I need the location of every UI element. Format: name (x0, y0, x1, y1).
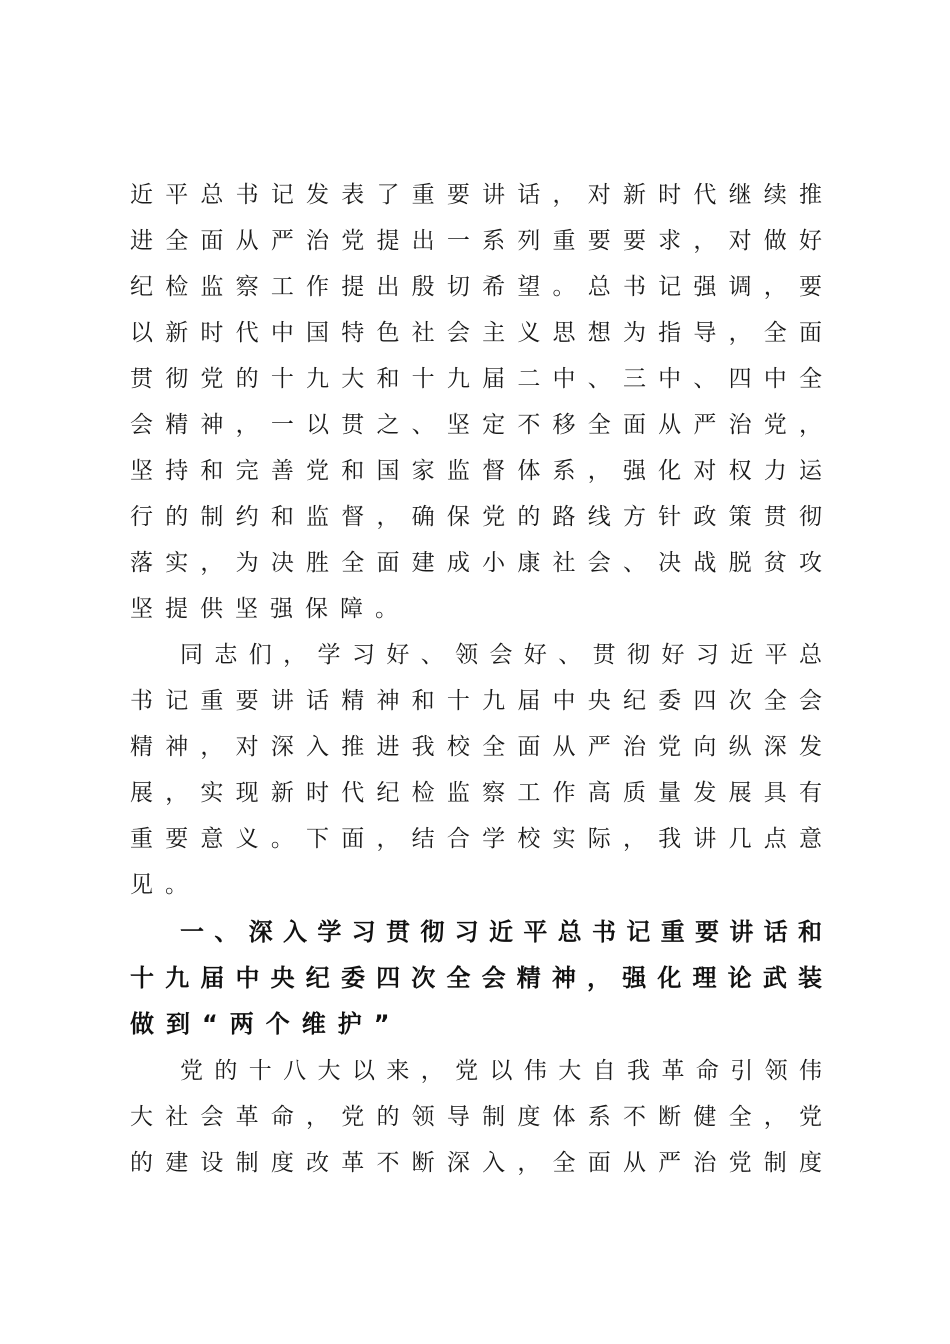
body-text-line: 行的制约和监督，确保党的路线方针政策贯彻 (130, 504, 822, 530)
body-text-line: 近平总书记发表了重要讲话，对新时代继续推 (130, 182, 822, 208)
body-text-line: 的建设制度改革不断深入，全面从严治党制度 (130, 1150, 822, 1176)
section-heading-line: 一、深入学习贯彻习近平总书记重要讲话和 (180, 918, 822, 946)
section-heading-line: 做到“两个维护” (130, 1010, 402, 1038)
paragraph-first-line: 党的十八大以来，党以伟大自我革命引领伟 (180, 1058, 822, 1084)
body-text-line: 会精神，一以贯之、坚定不移全面从严治党， (130, 412, 822, 438)
body-text-line: 以新时代中国特色社会主义思想为指导，全面 (130, 320, 822, 346)
body-text-line: 坚提供坚强保障。 (130, 596, 410, 622)
body-text-line: 坚持和完善党和国家监督体系，强化对权力运 (130, 458, 822, 484)
body-text-line: 见。 (130, 872, 200, 898)
paragraph-first-line: 同志们，学习好、领会好、贯彻好习近平总 (180, 642, 822, 668)
body-text-line: 落实，为决胜全面建成小康社会、决战脱贫攻 (130, 550, 822, 576)
body-text-line: 大社会革命，党的领导制度体系不断健全，党 (130, 1104, 822, 1130)
body-text-line: 精神，对深入推进我校全面从严治党向纵深发 (130, 734, 822, 760)
body-text-line: 书记重要讲话精神和十九届中央纪委四次全会 (130, 688, 822, 714)
body-text-line: 重要意义。下面，结合学校实际，我讲几点意 (130, 826, 822, 852)
body-text-line: 进全面从严治党提出一系列重要要求，对做好 (130, 228, 822, 254)
body-text-line: 展，实现新时代纪检监察工作高质量发展具有 (130, 780, 822, 806)
section-heading-line: 十九届中央纪委四次全会精神，强化理论武装 (130, 964, 822, 992)
body-text-line: 贯彻党的十九大和十九届二中、三中、四中全 (130, 366, 822, 392)
body-text-line: 纪检监察工作提出殷切希望。总书记强调，要 (130, 274, 822, 300)
